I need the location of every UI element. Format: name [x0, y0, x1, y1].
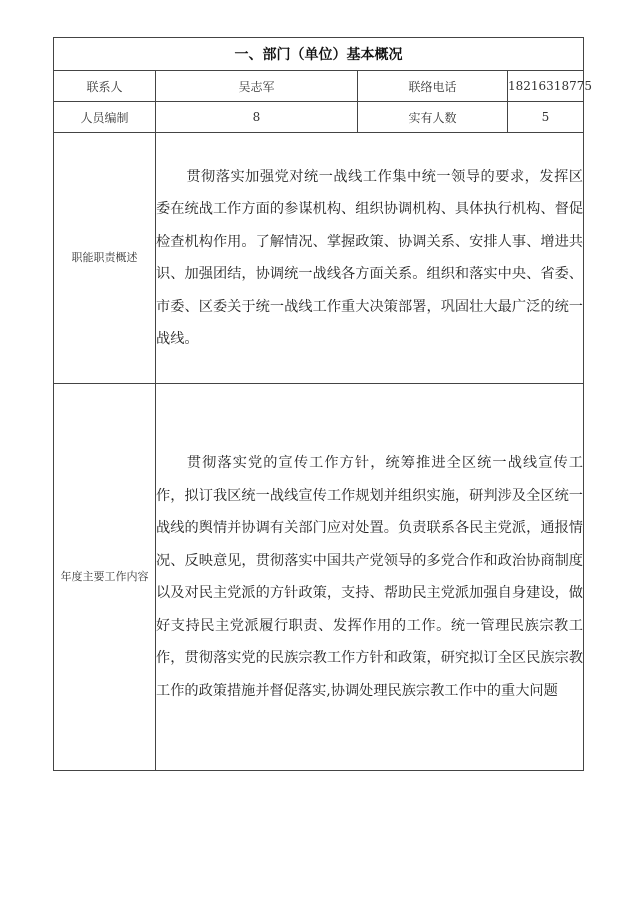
annual-work-label: 年度主要工作内容 — [54, 384, 156, 771]
contact-label: 联系人 — [54, 71, 156, 102]
contact-row — [54, 71, 584, 102]
staff-actual-value: 5 — [508, 102, 584, 133]
overview-table — [53, 37, 592, 771]
duties-label: 职能职责概述 — [54, 133, 156, 384]
phone-label: 联络电话 — [358, 71, 508, 102]
section-title: 一、部门（单位）基本概况 — [54, 38, 584, 71]
phone-value: 18216318775 — [508, 71, 584, 102]
duties-paragraph — [156, 161, 583, 356]
staff-quota-label: 人员编制 — [54, 102, 156, 133]
annual-work-text: 贯彻落实党的宣传工作方针，统筹推进全区统一战线宣传工作，拟订我区统一战线宣传工作规划并组织实施，研判涉及全区统一战线的舆情并协调有关部门应对处置。负责联系各民主党派，通报情况、反映意见，贯彻落实中国共产党领导的多党合作和政治协商制度以及对民主党派的方针政策，支持、帮助民主党派加强自身建设，做好支持民主党派履行职责、发挥作用的工作。统一管理民族宗教工作，贯彻落实党的民族宗教工作方针和政策，研究拟订全区民族宗教工作的政策措施并督促落实,协调处理民族宗教工作中的重大问题 — [156, 455, 583, 699]
staff-actual-label: 实有人数 — [358, 102, 508, 133]
annual-work-paragraph — [156, 447, 583, 707]
annual-work-cell — [156, 384, 584, 771]
contact-value: 吴志军 — [156, 71, 358, 102]
title-row — [54, 38, 584, 71]
duties-cell — [156, 133, 584, 384]
staff-row — [54, 102, 584, 133]
duties-row — [54, 133, 584, 384]
annual-work-row — [54, 384, 584, 771]
staff-quota-value: 8 — [156, 102, 358, 133]
duties-text: 贯彻落实加强党对统一战线工作集中统一领导的要求，发挥区委在统战工作方面的参谋机构、组织协调机构、具体执行机构、督促检查机构作用。了解情况、掌握政策、协调关系、安排人事、增进共识、加强团结，协调统一战线各方面关系。组织和落实中央、省委、市委、区委关于统一战线工作重大决策部署，巩固壮大最广泛的统一战线。 — [156, 168, 583, 347]
